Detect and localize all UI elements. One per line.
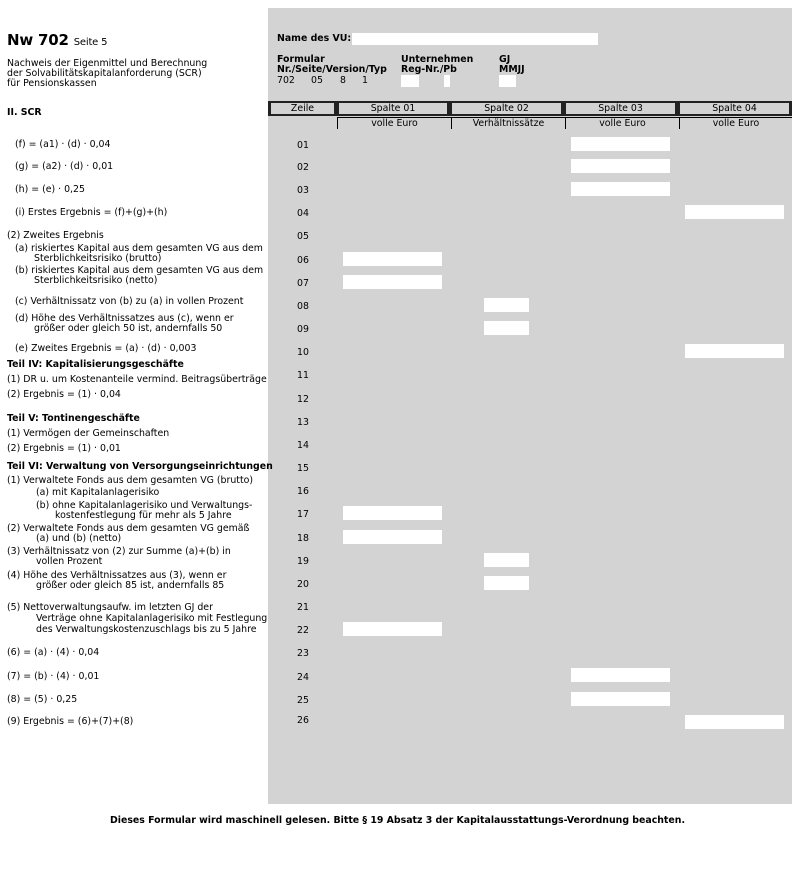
row-number: 11: [297, 370, 309, 381]
formular-typ: 1: [362, 75, 368, 86]
row-number: 09: [297, 324, 309, 335]
row-number: 23: [297, 648, 309, 659]
input-row03-col03[interactable]: [571, 182, 670, 196]
row-number: 24: [297, 672, 309, 683]
subtitle-line: Nachweis der Eigenmittel und Berechnung: [7, 58, 208, 69]
form-subtitle: [7, 59, 207, 89]
row-desc: (i) Erstes Ergebnis = (f)+(g)+(h): [15, 207, 168, 218]
column-spalte-01: Spalte 01: [339, 103, 447, 114]
input-row07-col01[interactable]: [343, 275, 442, 289]
row-number: 13: [297, 417, 309, 428]
row-desc: (f) = (a1) · (d) · 0,04: [15, 139, 111, 150]
formular-sublabel: Nr./Seite/Version/Typ: [277, 64, 387, 75]
row-desc-cont: Sterblichkeitsrisiko (netto): [34, 275, 158, 286]
row-desc: (9) Ergebnis = (6)+(7)+(8): [7, 716, 134, 727]
row-number: 12: [297, 394, 309, 405]
unternehmen-label: Unternehmen: [401, 54, 474, 65]
reg-nr-field[interactable]: [401, 75, 419, 87]
input-row26-col04[interactable]: [685, 715, 784, 729]
input-row04-col04[interactable]: [685, 205, 784, 219]
row-desc: (b) ohne Kapitalanlagerisiko und Verwaltungs-: [36, 500, 253, 511]
unit-spalte-03: volle Euro: [565, 117, 679, 129]
row-number: 03: [297, 185, 309, 196]
row-desc: (2) Zweites Ergebnis: [7, 230, 104, 241]
row-number: 17: [297, 509, 309, 520]
row-number: 16: [297, 486, 309, 497]
row-desc: (c) Verhältnissatz von (b) zu (a) in vollen Prozent: [15, 296, 244, 307]
subtitle-line: für Pensionskassen: [7, 78, 97, 89]
gj-field[interactable]: [499, 75, 516, 87]
row-number: 14: [297, 440, 309, 451]
row-desc: (2) Ergebnis = (1) · 0,01: [7, 443, 121, 454]
formular-seite: 05: [311, 75, 323, 86]
row-desc: (a) riskiertes Kapital aus dem gesamten VG aus dem: [15, 243, 263, 254]
subtitle-line: der Solvabilitätskapitalanforderung (SCR): [7, 68, 202, 79]
row-desc: (1) DR u. um Kostenanteile vermind. Beitragsüberträge: [7, 374, 267, 385]
row-number: 19: [297, 556, 309, 567]
row-desc: (3) Verhältnissatz von (2) zur Summe (a)+(b) in: [7, 546, 231, 557]
input-row24-col03[interactable]: [571, 668, 670, 682]
row-number: 07: [297, 278, 309, 289]
row-desc: (7) = (b) · (4) · 0,01: [7, 671, 100, 682]
column-spalte-04: Spalte 04: [680, 103, 789, 114]
row-number: 21: [297, 602, 309, 613]
input-row01-col03[interactable]: [571, 137, 670, 151]
input-row17-col01[interactable]: [343, 506, 442, 520]
row-number: 02: [297, 162, 309, 173]
pb-field[interactable]: [444, 75, 450, 87]
row-desc: (6) = (a) · (4) · 0,04: [7, 647, 100, 658]
row-desc: (1) Verwaltete Fonds aus dem gesamten VG (brutto): [7, 475, 254, 486]
row-desc-cont: (a) und (b) (netto): [36, 533, 122, 544]
row-desc: (h) = (e) · 0,25: [15, 184, 85, 195]
row-desc: (b) riskiertes Kapital aus dem gesamten VG aus dem: [15, 265, 264, 276]
name-label: Name des VU:: [277, 33, 352, 44]
row-desc: (5) Nettoverwaltungsaufw. im letzten GJ der: [7, 602, 213, 613]
row-number: 15: [297, 463, 309, 474]
input-row22-col01[interactable]: [343, 622, 442, 636]
row-desc: (8) = (5) · 0,25: [7, 694, 78, 705]
section-teil-v: Teil V: Tontinengeschäfte: [7, 413, 140, 424]
footer-note: Dieses Formular wird maschinell gelesen. Bitte § 19 Absatz 3 der Kapitalausstattungs-Verordnung beachten.: [109, 815, 686, 826]
row-desc: (2) Ergebnis = (1) · 0,04: [7, 389, 121, 400]
input-row20-col02[interactable]: [484, 576, 529, 590]
row-desc: (2) Verwaltete Fonds aus dem gesamten VG gemäß: [7, 523, 250, 534]
column-zeile: Zeile: [271, 103, 334, 114]
row-number: 08: [297, 301, 309, 312]
row-number: 22: [297, 625, 309, 636]
formular-nr: 702: [277, 75, 295, 86]
row-desc-cont: größer oder gleich 85 ist, andernfalls 85: [36, 580, 225, 591]
row-desc-cont: Verträge ohne Kapitalanlagerisiko mit Festlegung: [36, 613, 268, 624]
input-row25-col03[interactable]: [571, 692, 670, 706]
row-desc: (4) Höhe des Verhältnissatzes aus (3), wenn er: [7, 570, 227, 581]
row-desc-cont: Sterblichkeitsrisiko (brutto): [34, 253, 162, 264]
formular-version: 8: [340, 75, 346, 86]
formular-label: Formular: [277, 54, 325, 65]
page-label: Seite 5: [73, 37, 108, 48]
name-field[interactable]: [352, 33, 598, 45]
unit-spalte-01: volle Euro: [337, 117, 451, 129]
row-number: 06: [297, 255, 309, 266]
input-row19-col02[interactable]: [484, 553, 529, 567]
row-desc: (e) Zweites Ergebnis = (a) · (d) · 0,003: [15, 343, 197, 354]
gj-sublabel: MMJJ: [499, 64, 525, 75]
input-row09-col02[interactable]: [484, 321, 529, 335]
input-row18-col01[interactable]: [343, 530, 442, 544]
column-spalte-03: Spalte 03: [566, 103, 675, 114]
section-teil-iv: Teil IV: Kapitalisierungsgeschäfte: [7, 359, 184, 370]
row-desc: (1) Vermögen der Gemeinschaften: [7, 428, 170, 439]
input-row06-col01[interactable]: [343, 252, 442, 266]
row-desc-cont: des Verwaltungskostenzuschlags bis zu 5 Jahre: [36, 624, 257, 635]
row-number: 25: [297, 695, 309, 706]
column-spalte-02: Spalte 02: [452, 103, 561, 114]
unit-spalte-04: volle Euro: [679, 117, 792, 129]
section-teil-vi: Teil VI: Verwaltung von Versorgungseinrichtungen: [7, 461, 273, 472]
form-title: [7, 31, 107, 49]
row-number: 26: [297, 715, 309, 726]
input-row02-col03[interactable]: [571, 159, 670, 173]
row-desc-cont: größer oder gleich 50 ist, andernfalls 50: [34, 323, 223, 334]
row-desc: (a) mit Kapitalanlagerisiko: [36, 487, 160, 498]
row-desc-cont: vollen Prozent: [36, 556, 103, 567]
gj-label: GJ: [499, 54, 511, 65]
input-row08-col02[interactable]: [484, 298, 529, 312]
section-title: II. SCR: [7, 107, 42, 118]
row-number: 20: [297, 579, 309, 590]
row-desc-cont: kostenfestlegung für mehr als 5 Jahre: [55, 510, 232, 521]
unternehmen-sublabel: Reg-Nr./Pb: [401, 64, 457, 75]
row-number: 05: [297, 231, 309, 242]
form-number: Nw 702: [7, 31, 69, 49]
row-number: 18: [297, 533, 309, 544]
row-number: 01: [297, 140, 309, 151]
input-row10-col04[interactable]: [685, 344, 784, 358]
row-number: 10: [297, 347, 309, 358]
unit-spalte-02: Verhältnissätze: [451, 117, 565, 129]
row-desc: (d) Höhe des Verhältnissatzes aus (c), wenn er: [15, 313, 234, 324]
row-desc: (g) = (a2) · (d) · 0,01: [15, 161, 114, 172]
row-number: 04: [297, 208, 309, 219]
